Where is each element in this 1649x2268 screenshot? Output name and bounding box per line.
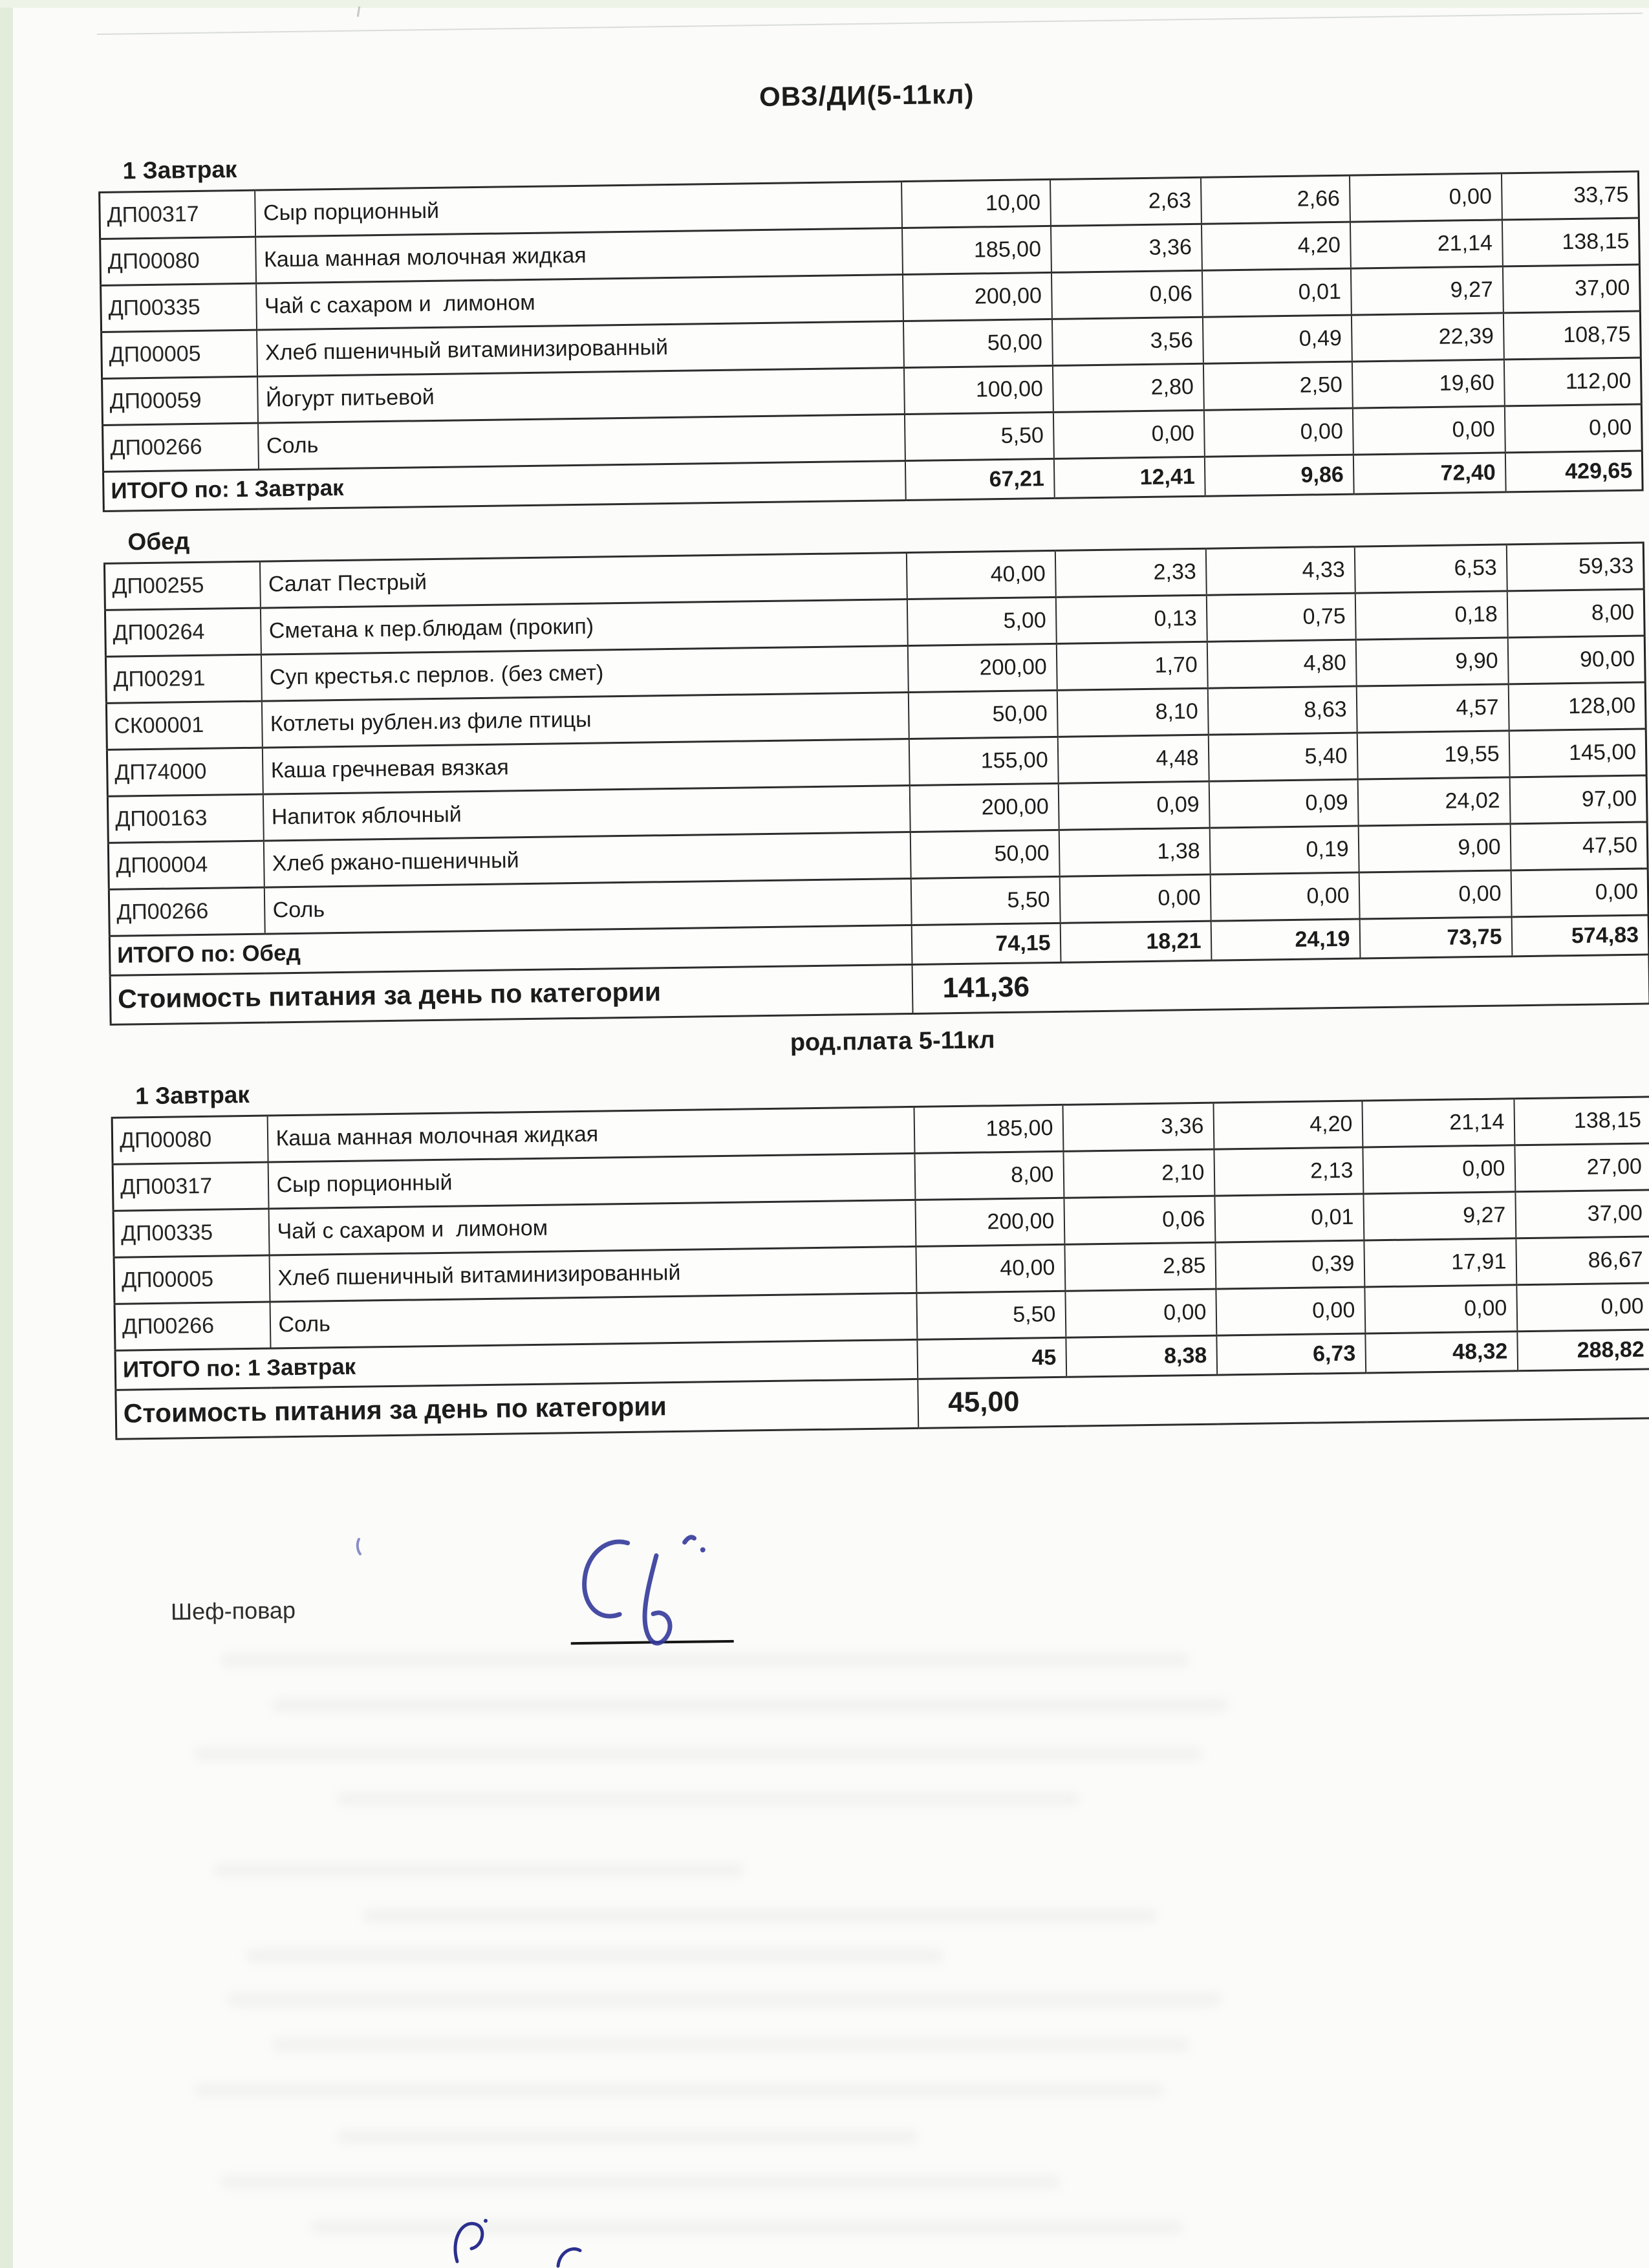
item-name: Сыр порционный [268, 1153, 915, 1209]
item-value: 112,00 [1503, 358, 1641, 406]
bleed-through-line [220, 1652, 1190, 1668]
item-value: 0,00 [1511, 869, 1648, 917]
breakfast2-rows [112, 1097, 1649, 1390]
bleed-through-line [272, 2037, 1190, 2053]
day-cost-label-2: Стоимость питания за день по категории [116, 1379, 918, 1439]
menu-table-parent-fee [111, 1096, 1649, 1440]
total-value: 574,83 [1511, 915, 1649, 956]
item-value: 100,00 [903, 365, 1053, 414]
item-value: 3,56 [1051, 317, 1203, 365]
item-value: 0,00 [1352, 406, 1505, 455]
section-heading-lunch: Обед [127, 528, 190, 556]
item-value: 86,67 [1516, 1237, 1649, 1285]
total-value: 288,82 [1517, 1330, 1649, 1371]
item-name: Каша манная молочная жидкая [255, 228, 903, 284]
item-value: 8,00 [1507, 589, 1644, 638]
section-heading-breakfast: 1 Завтрак [122, 156, 237, 184]
item-value: 0,01 [1214, 1194, 1364, 1242]
total-value: 74,15 [911, 923, 1061, 964]
item-value: 128,00 [1508, 682, 1646, 731]
item-value: 200,00 [915, 1198, 1064, 1246]
bleed-through-line [220, 2174, 1061, 2190]
item-value: 0,09 [1209, 779, 1358, 828]
bleed-through-line [336, 2129, 918, 2144]
scan-edge-left [0, 0, 13, 2268]
item-code: ДП00266 [114, 1302, 270, 1350]
item-value: 5,40 [1208, 733, 1357, 781]
item-name: Каша манная молочная жидкая [267, 1107, 914, 1162]
item-code: ДП00005 [114, 1255, 270, 1304]
item-code: СК00001 [106, 701, 262, 750]
item-value: 33,75 [1501, 171, 1639, 220]
item-name: Напиток яблочный [263, 785, 910, 841]
item-value: 5,00 [907, 597, 1056, 645]
ink-mark [449, 2215, 495, 2267]
item-name: Хлеб пшеничный витаминизированный [257, 321, 904, 377]
item-value: 4,20 [1213, 1101, 1363, 1149]
item-value: 5,50 [911, 876, 1060, 925]
item-code: ДП00264 [105, 608, 261, 656]
item-value: 0,39 [1215, 1240, 1364, 1289]
item-code: ДП00080 [112, 1116, 268, 1164]
item-code: ДП00291 [105, 654, 261, 703]
bleed-through-line [246, 1948, 944, 1963]
item-value: 1,38 [1059, 828, 1210, 876]
total-value: 73,75 [1359, 917, 1512, 958]
item-name: Сыр порционный [255, 182, 902, 237]
item-name: Хлеб пшеничный витаминизированный [269, 1246, 916, 1302]
item-value: 185,00 [902, 226, 1051, 274]
item-value: 0,06 [1051, 270, 1202, 319]
item-value: 0,00 [1516, 1283, 1649, 1332]
item-value: 27,00 [1514, 1143, 1649, 1192]
item-value: 2,85 [1064, 1242, 1216, 1291]
item-name: Соль [258, 415, 905, 470]
bleed-through-line [336, 1791, 1080, 1807]
item-value: 200,00 [909, 783, 1059, 832]
bleed-through-line [194, 2082, 1164, 2098]
menu-table-ovz-breakfast [98, 171, 1644, 512]
total-label: ИТОГО по: Обед [109, 925, 912, 975]
item-value: 21,14 [1362, 1099, 1514, 1147]
item-value: 0,00 [1053, 410, 1204, 459]
breakfast-rows [100, 171, 1643, 511]
item-value: 0,00 [1363, 1145, 1515, 1194]
menu-table-ovz-lunch [103, 541, 1649, 1025]
item-value: 90,00 [1507, 636, 1645, 684]
item-value: 0,19 [1209, 826, 1359, 874]
day-cost-value: 141,36 [912, 955, 1649, 1014]
ink-mark [352, 1538, 365, 1556]
item-value: 5,50 [904, 412, 1053, 460]
item-value: 9,27 [1350, 266, 1503, 315]
total-value: 72,40 [1353, 453, 1505, 494]
item-value: 4,57 [1356, 684, 1509, 733]
document-content [97, 70, 1649, 1699]
bleed-through-line [310, 2219, 1183, 2235]
item-name: Чай с сахаром и лимоном [256, 275, 903, 330]
total-value: 48,32 [1365, 1332, 1518, 1373]
item-code: ДП00163 [107, 794, 263, 843]
item-name: Хлеб ржано-пшеничный [263, 832, 911, 887]
chef-label: Шеф-повар [170, 1597, 296, 1625]
item-code: ДП00004 [108, 841, 264, 889]
item-value: 97,00 [1509, 775, 1647, 824]
item-value: 0,00 [1065, 1289, 1216, 1337]
item-name: Сметана к пер.блюдам (прокип) [260, 599, 907, 655]
item-name: Йогурт питьевой [257, 368, 905, 424]
item-code: ДП74000 [107, 748, 263, 796]
bleed-through-line [272, 1698, 1229, 1713]
item-value: 8,00 [914, 1151, 1064, 1200]
item-value: 59,33 [1506, 543, 1644, 591]
item-value: 138,15 [1514, 1097, 1649, 1145]
item-value: 2,80 [1052, 363, 1203, 412]
category-title-parent-fee: род.плата 5-11кл [790, 1026, 995, 1057]
item-value: 50,00 [903, 319, 1052, 367]
total-value: 18,21 [1060, 921, 1211, 962]
item-value: 8,10 [1057, 688, 1208, 737]
total-value: 67,21 [905, 459, 1054, 500]
item-value: 4,48 [1057, 735, 1209, 783]
total-label: ИТОГО по: 1 Завтрак [115, 1339, 918, 1390]
item-value: 2,63 [1050, 177, 1202, 226]
section-heading-breakfast-2: 1 Завтрак [135, 1081, 250, 1110]
item-value: 2,10 [1063, 1149, 1214, 1198]
item-value: 24,02 [1357, 777, 1510, 826]
item-value: 0,49 [1202, 315, 1352, 363]
item-code: ДП00335 [113, 1209, 269, 1257]
item-value: 4,20 [1201, 222, 1350, 270]
total-value: 6,73 [1216, 1334, 1366, 1375]
item-value: 0,00 [1059, 874, 1211, 923]
item-value: 200,00 [907, 643, 1057, 692]
total-label: ИТОГО по: 1 Завтрак [103, 461, 906, 512]
item-value: 145,00 [1509, 729, 1646, 777]
item-value: 50,00 [908, 690, 1057, 739]
document-title: ОВЗ/ДИ(5-11кл) [759, 78, 975, 113]
chef-signature-block [116, 1516, 1649, 1698]
item-value: 0,00 [1216, 1287, 1365, 1335]
item-value: 47,50 [1510, 822, 1648, 870]
bleed-through-line [362, 1908, 1158, 1923]
item-value: 3,36 [1062, 1103, 1214, 1151]
item-value: 0,00 [1349, 173, 1502, 222]
day-cost-label: Стоимость питания за день по категории [110, 964, 912, 1024]
item-value: 19,55 [1357, 731, 1509, 779]
item-value: 0,18 [1355, 591, 1507, 640]
item-value: 22,39 [1351, 313, 1503, 362]
bleed-through-line [194, 1746, 1203, 1762]
item-code: ДП00059 [102, 376, 258, 425]
item-value: 0,00 [1364, 1285, 1517, 1334]
item-value: 0,00 [1203, 408, 1353, 457]
item-value: 0,00 [1210, 872, 1359, 921]
item-code: ДП00266 [109, 887, 264, 936]
item-value: 1,70 [1056, 642, 1207, 690]
item-code: ДП00317 [100, 190, 255, 239]
item-code: ДП00255 [104, 561, 260, 610]
item-value: 2,50 [1203, 362, 1352, 410]
item-name: Чай с сахаром и лимоном [268, 1200, 916, 1255]
item-name: Салат Пестрый [259, 553, 907, 609]
item-value: 2,13 [1214, 1147, 1363, 1196]
total-value: 429,65 [1505, 451, 1643, 492]
total-value: 12,41 [1053, 457, 1205, 498]
item-value: 138,15 [1502, 218, 1639, 266]
item-value: 0,00 [1359, 870, 1511, 919]
item-value: 4,80 [1207, 640, 1356, 688]
item-value: 5,50 [916, 1291, 1066, 1339]
item-value: 40,00 [916, 1244, 1065, 1293]
item-value: 3,36 [1050, 224, 1202, 272]
scan-edge-top [0, 0, 1649, 8]
item-value: 37,00 [1515, 1190, 1649, 1238]
item-code: ДП00005 [102, 330, 257, 378]
item-code: ДП00335 [101, 283, 257, 332]
lunch-rows [104, 543, 1648, 975]
item-name: Суп крестья.с перлов. (без смет) [261, 646, 908, 702]
item-value: 10,00 [901, 179, 1051, 228]
item-name: Соль [270, 1293, 917, 1348]
item-value: 0,13 [1055, 595, 1207, 643]
item-code: ДП00317 [113, 1162, 268, 1211]
bleed-through-line [213, 1863, 744, 1878]
item-value: 0,75 [1206, 593, 1355, 642]
item-value: 185,00 [914, 1105, 1063, 1153]
item-value: 0,09 [1058, 781, 1209, 830]
item-value: 40,00 [906, 550, 1055, 599]
item-value: 8,63 [1207, 686, 1357, 735]
item-value: 4,33 [1205, 546, 1355, 595]
item-value: 50,00 [910, 830, 1059, 878]
total-value: 45 [917, 1337, 1066, 1379]
item-name: Котлеты рублен.из филе птицы [261, 693, 909, 748]
item-value: 19,60 [1352, 360, 1504, 408]
item-code: ДП00080 [100, 237, 256, 285]
day-cost-value-2: 45,00 [918, 1369, 1649, 1429]
item-value: 6,53 [1354, 545, 1507, 593]
item-value: 2,66 [1200, 175, 1350, 224]
bleed-through-line [226, 1992, 1222, 2007]
item-value: 21,14 [1350, 220, 1502, 268]
item-value: 17,91 [1364, 1238, 1516, 1287]
item-value: 108,75 [1503, 311, 1641, 360]
item-value: 37,00 [1502, 265, 1640, 313]
total-value: 9,86 [1204, 455, 1353, 496]
total-value: 24,19 [1211, 919, 1360, 960]
item-value: 155,00 [909, 737, 1058, 785]
item-name: Соль [264, 878, 911, 934]
item-value: 0,01 [1202, 268, 1351, 317]
ink-mark [553, 2243, 587, 2268]
item-value: 200,00 [902, 272, 1051, 321]
item-value: 0,00 [1504, 404, 1642, 453]
item-value: 9,00 [1358, 824, 1511, 872]
item-value: 2,33 [1055, 548, 1206, 597]
item-code: ДП00266 [103, 423, 259, 471]
item-name: Каша гречневая вязкая [262, 739, 909, 795]
item-value: 0,06 [1064, 1196, 1215, 1244]
item-value: 9,90 [1355, 638, 1508, 686]
total-value: 8,38 [1066, 1335, 1217, 1377]
item-value: 9,27 [1363, 1192, 1516, 1240]
